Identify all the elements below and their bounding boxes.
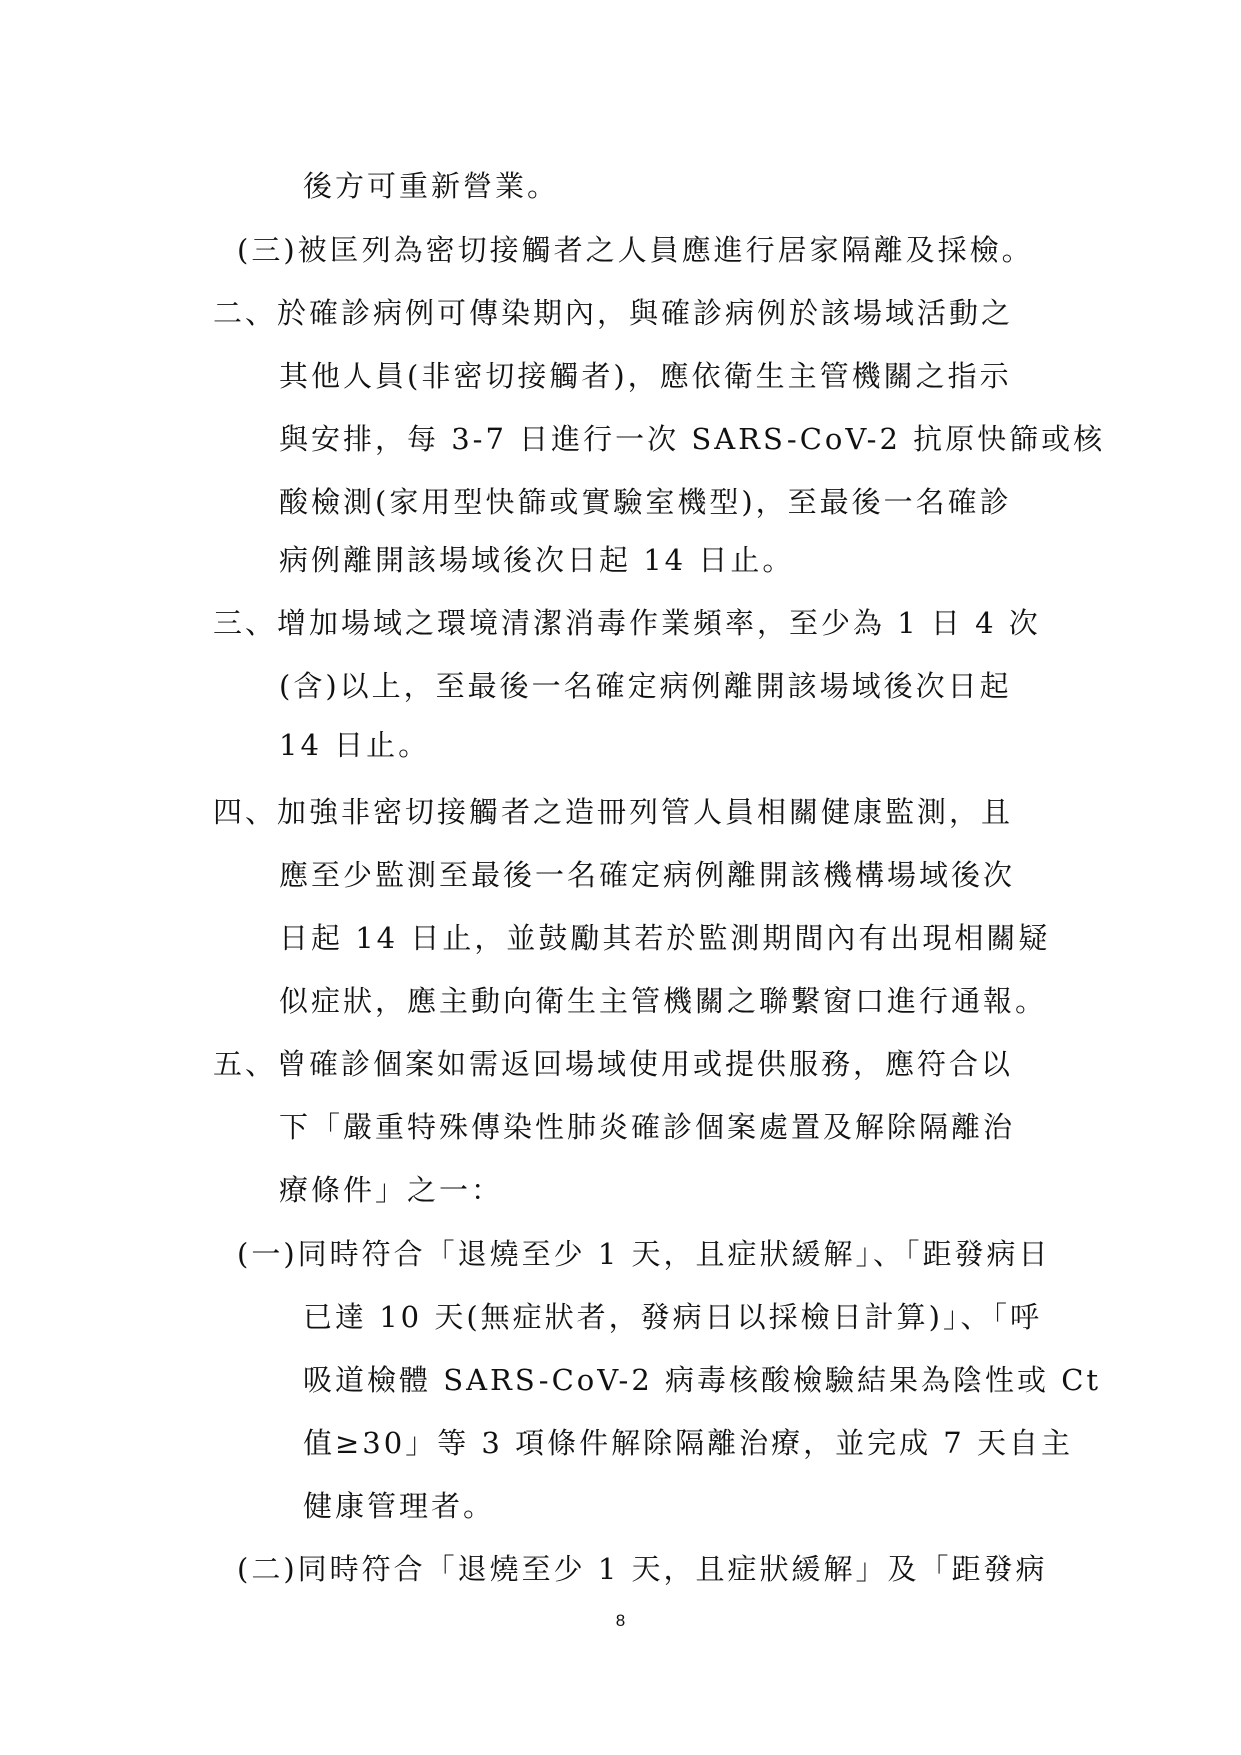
text-line: 與安排，每 3-7 日進行一次 SARS-CoV-2 抗原快篩或核 xyxy=(279,422,1106,456)
section-heading-5: 五、曾確診個案如需返回場域使用或提供服務，應符合以 xyxy=(213,1047,1014,1081)
text-line: (含)以上，至最後一名確定病例離開該場域後次日起 xyxy=(279,669,1012,703)
text-line: 健康管理者。 xyxy=(303,1489,496,1523)
text-line: 療條件」之一： xyxy=(279,1173,504,1207)
text-line: 其他人員(非密切接觸者)，應依衛生主管機關之指示 xyxy=(279,359,1012,393)
text-line: 14 日止。 xyxy=(279,728,431,762)
text-line: 病例離開該場域後次日起 14 日止。 xyxy=(279,543,795,577)
text-line: 下「嚴重特殊傳染性肺炎確診個案處置及解除隔離治 xyxy=(279,1110,1016,1144)
page-number: 8 xyxy=(615,1611,626,1630)
section-heading-2: 二、於確診病例可傳染期內，與確診病例於該場域活動之 xyxy=(213,296,1014,330)
text-line: (三)被匡列為密切接觸者之人員應進行居家隔離及採檢。 xyxy=(237,233,1034,267)
sub-item-1: (一)同時符合「退燒至少 1 天，且症狀緩解」、「距發病日 xyxy=(237,1237,1051,1271)
text-line: 酸檢測(家用型快篩或實驗室機型)，至最後一名確診 xyxy=(279,485,1012,519)
text-line: 後方可重新營業。 xyxy=(303,169,560,203)
section-heading-3: 三、增加場域之環境清潔消毒作業頻率，至少為 1 日 4 次 xyxy=(213,606,1041,640)
text-line: 吸道檢體 SARS-CoV-2 病毒核酸檢驗結果為陰性或 Ct xyxy=(303,1363,1102,1397)
text-line: 日起 14 日止，並鼓勵其若於監測期間內有出現相關疑 xyxy=(279,921,1051,955)
text-line: 值≥30」等 3 項條件解除隔離治療，並完成 7 天自主 xyxy=(303,1426,1073,1460)
section-heading-4: 四、加強非密切接觸者之造冊列管人員相關健康監測，且 xyxy=(213,795,1014,829)
text-line: 應至少監測至最後一名確定病例離開該機構場域後次 xyxy=(279,858,1016,892)
text-line: 已達 10 天(無症狀者，發病日以採檢日計算)」、「呼 xyxy=(303,1300,1042,1334)
sub-item-2: (二)同時符合「退燒至少 1 天，且症狀緩解」及「距發病 xyxy=(237,1552,1048,1586)
text-line: 似症狀，應主動向衛生主管機關之聯繫窗口進行通報。 xyxy=(279,984,1048,1018)
